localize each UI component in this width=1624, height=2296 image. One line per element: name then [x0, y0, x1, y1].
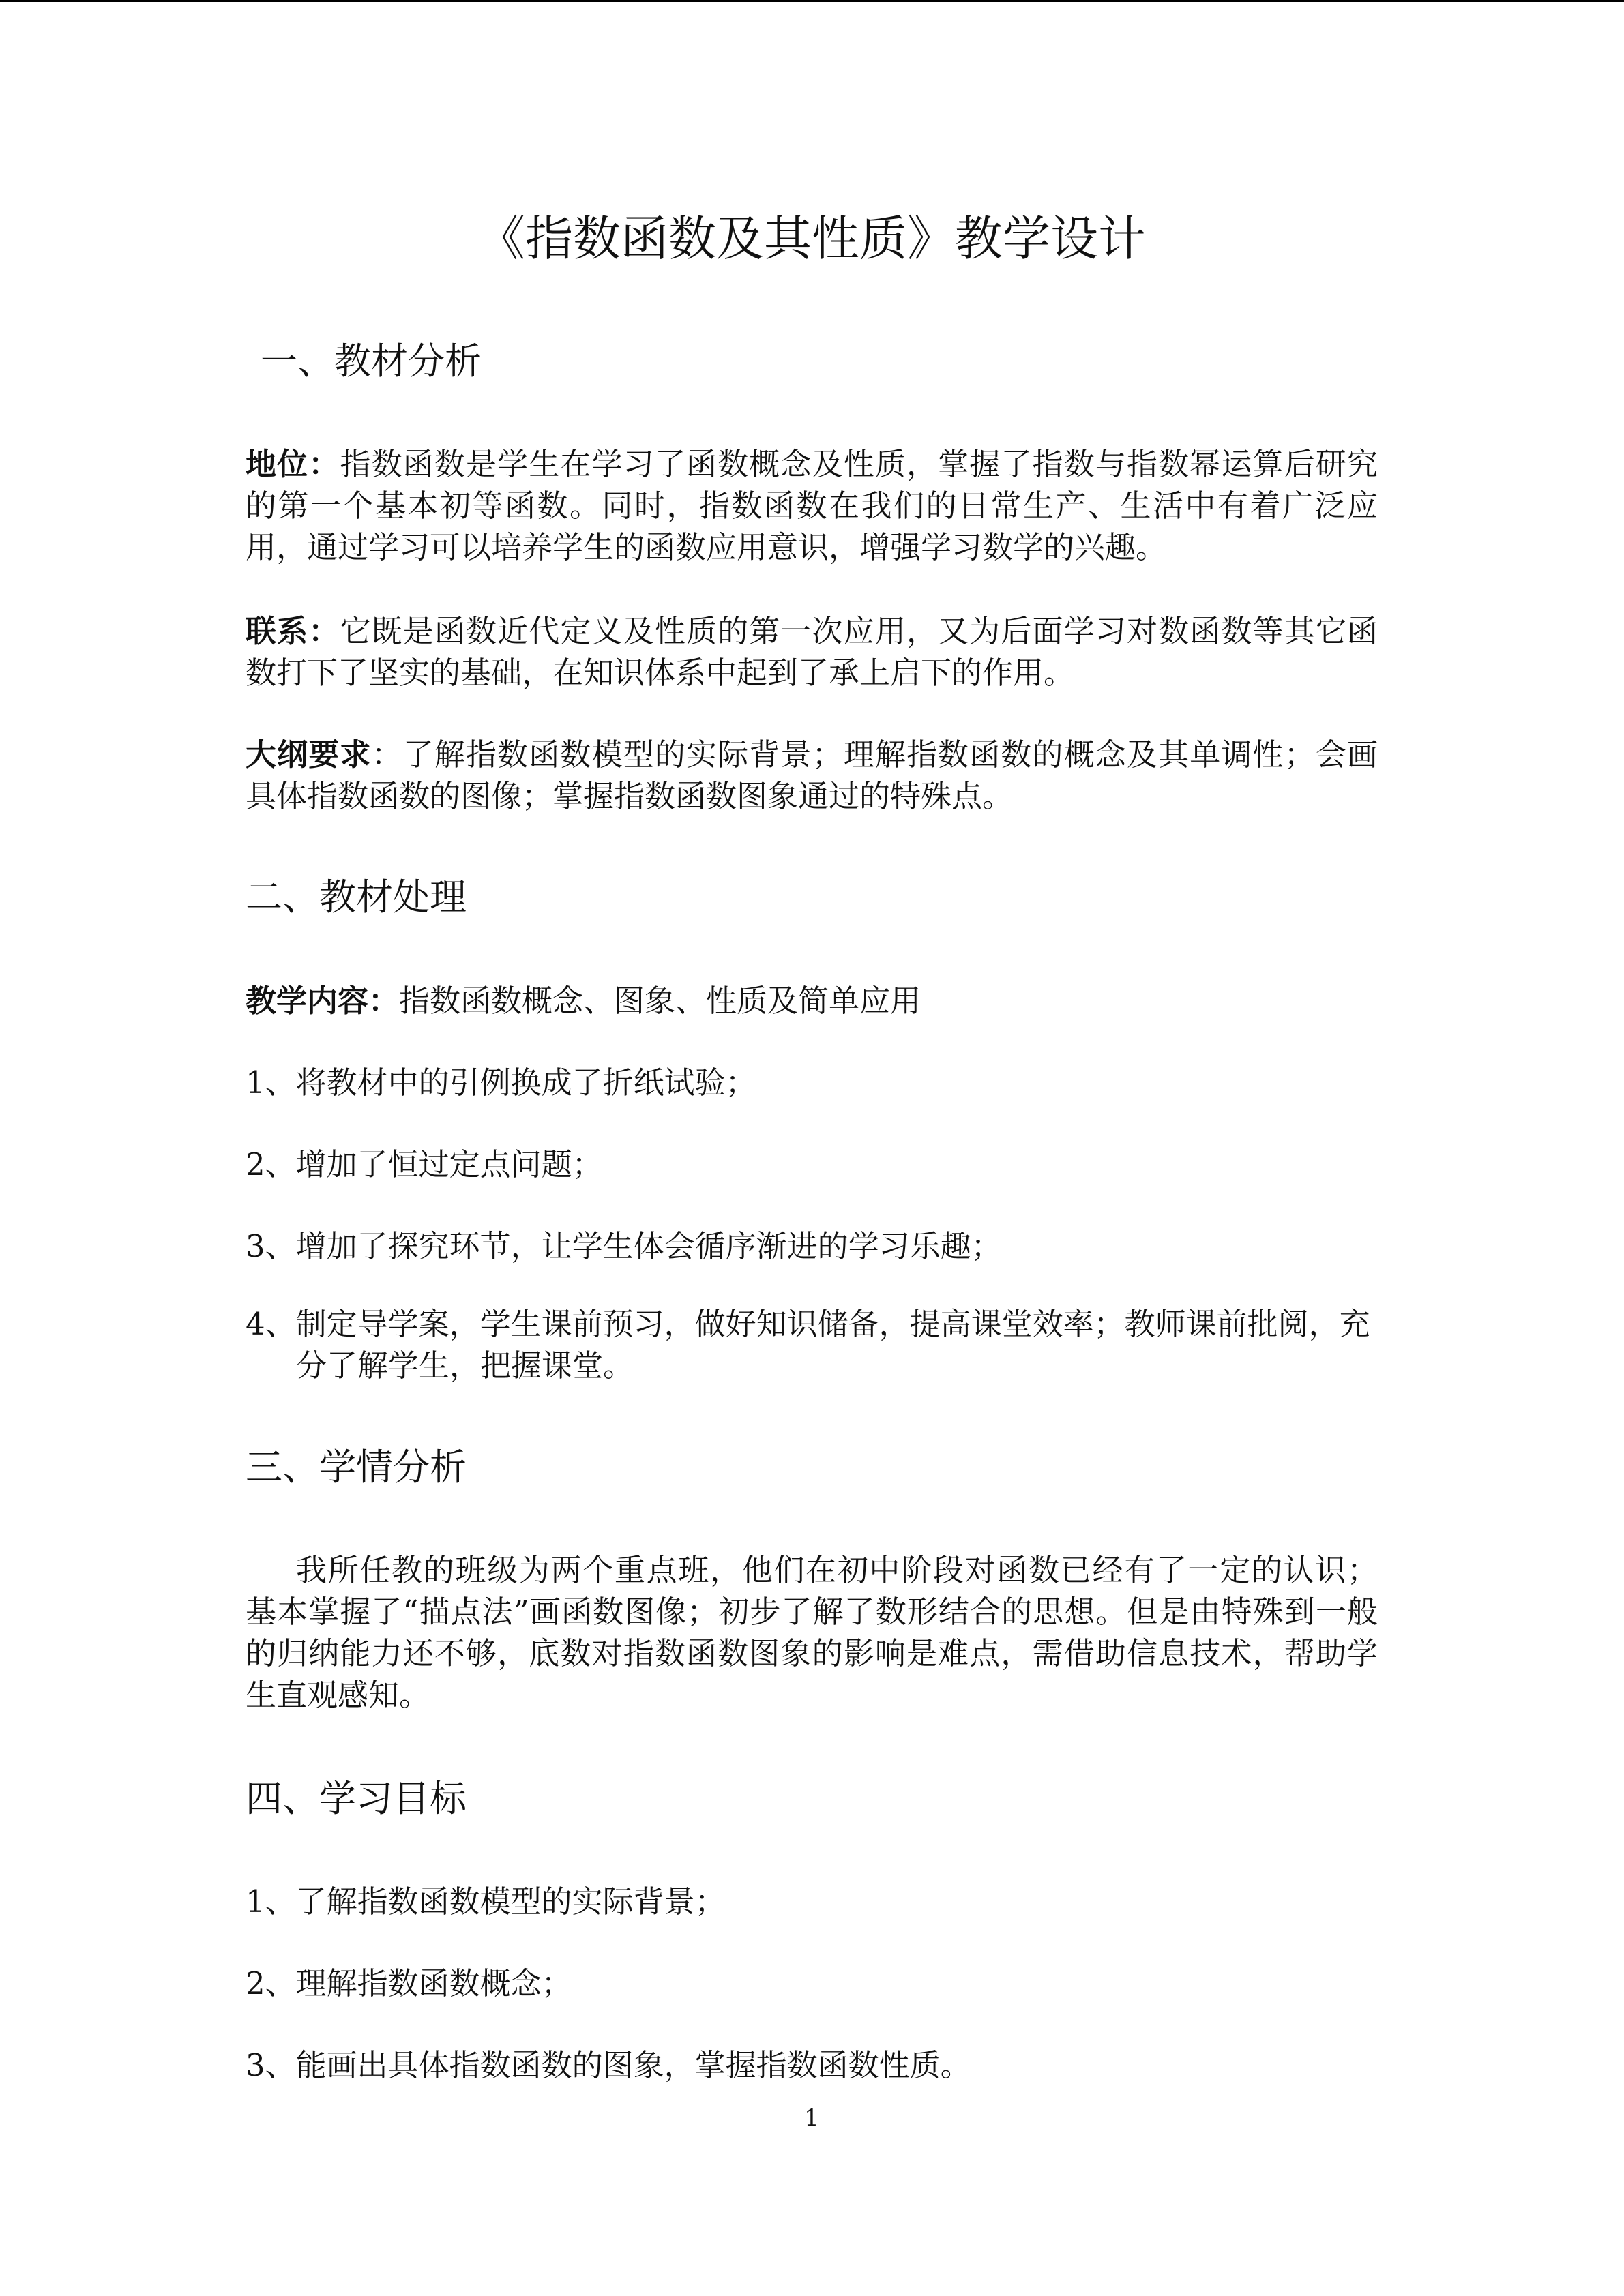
- list-item: 3、增加了探究环节，让学生体会循序渐进的学习乐趣；: [246, 1228, 1002, 1264]
- paragraph-xueqing: 我所任教的班级为两个重点班，他们在初中阶段对函数已经有了一定的认识； 基本掌握了“描点法”画函数图像；初步了解了数形结合的思想。但是由特殊到一般的归纳能力还不够，底数对指数函数图象的影响是难点，需借助信息技术，帮助学生直观感知。: [246, 1552, 1378, 1713]
- list-item: 1、将教材中的引例换成了折纸试验；: [246, 1064, 756, 1101]
- label-diwei: 地位：: [246, 446, 340, 482]
- paragraph-lianxi: [246, 610, 1378, 694]
- text-diwei: 指数函数是学生在学习了函数概念及性质，掌握了指数与指数幂运算后研究的第一个基本初等函数。同时，指数函数在我们的日常生产、生活中有着广泛应用，通过学习可以培养学生的函数应用意识，增强学习数学的兴趣。: [246, 446, 1378, 565]
- section-heading-4: 四、学习目标: [246, 1777, 467, 1820]
- list-item: 3、能画出具体指数函数的图象，掌握指数函数性质。: [246, 2047, 971, 2083]
- section-heading-3: 三、学情分析: [246, 1446, 467, 1489]
- section-heading-2: 二、教材处理: [246, 876, 467, 919]
- text-lianxi: 它既是函数近代定义及性质的第一次应用，又为后面学习对数函数等其它函数打下了坚实的基础，在知识体系中起到了承上启下的作用。: [246, 613, 1378, 691]
- paragraph-dagang: [246, 734, 1378, 817]
- document-page: [246, 0, 1378, 2296]
- document-title: 《指数函数及其性质》教学设计: [477, 211, 1146, 267]
- text-dagang: ：了解指数函数模型的实际背景；理解指数函数的概念及其单调性；会画具体指数函数的图像；掌握指数函数图象通过的特殊点。: [246, 736, 1378, 814]
- text-content: 指数函数概念、图象、性质及简单应用: [399, 983, 921, 1019]
- paragraph-content: [246, 980, 1378, 1022]
- label-lianxi: 联系：: [246, 613, 340, 649]
- list-item: 2、增加了恒过定点问题；: [246, 1146, 603, 1182]
- list-item: 1、了解指数函数模型的实际背景；: [246, 1883, 726, 1920]
- page-number: 1: [804, 2104, 819, 2132]
- section-heading-1: 一、教材分析: [261, 340, 482, 383]
- label-content: 教学内容：: [246, 983, 400, 1019]
- paragraph-diwei: [246, 443, 1378, 568]
- label-dagang: 大纲要求: [246, 736, 372, 773]
- list-item: 2、理解指数函数概念；: [246, 1965, 572, 2001]
- list-item: 4、制定导学案，学生课前预习，做好知识储备，提高课堂效率；教师课前批阅，充分了解学生，把握课堂。: [246, 1306, 1370, 1384]
